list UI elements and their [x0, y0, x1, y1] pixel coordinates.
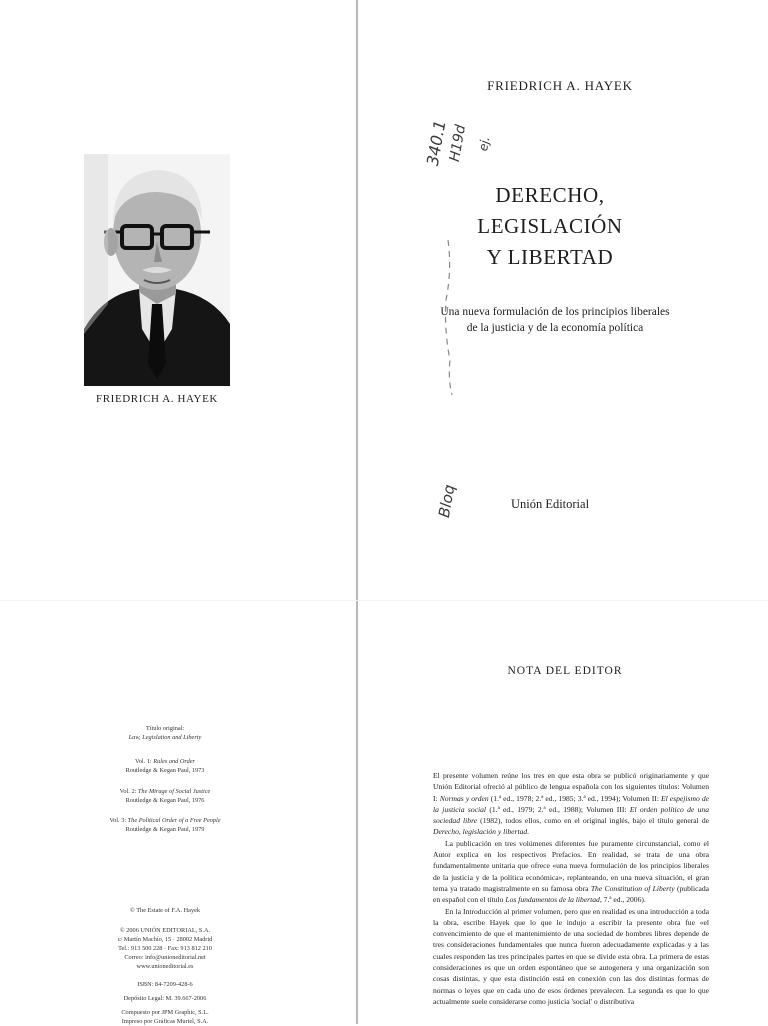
vol2-label: Vol. 2:	[119, 788, 137, 795]
publisher-web: www.unioneditorial.es	[136, 963, 194, 970]
impreso: Impreso por Gráficas Muriel, S.A.	[121, 1018, 209, 1025]
handwritten-call-number-3	[476, 126, 494, 152]
vol2-publisher: Routledge & Kegan Paul, 1976	[125, 797, 205, 804]
call-number-line-2: H19d	[446, 123, 470, 164]
editor-note-paragraph-3: En la Introducción al primer volumen, pero que en realidad es una introducción a toda la obra, escribe Hayek que lo que le indujo a escribir la presente obra fue «el convencimiento de que el mantenimiento de una sociedad de hombres libres depende de tres consideraciones fundamentales que nunca fueron adecuadamente explicadas y a las cuales responden las tres principales partes en que se divide esta obra. La primera de estas consideraciones es que un orden espontáneo que se autogenera y una organización son cosas distintas, y que esta distinción está en conexión con las dos distintas formas de normas o leyes que en cada uno de esos órdenes prevalecen. La segunda es que lo que actualmente suele considerarse como justicia 'social' o distributiva	[433, 906, 709, 1006]
spread-divider	[0, 600, 768, 601]
subtitle-line-2: de la justicia y de la economía política	[466, 322, 644, 334]
composicion: Compuesto por JPM Graphic, S.L.	[121, 1009, 209, 1016]
publisher-phone: Tel.: 913 500 228 · Fax: 913 812 210	[118, 945, 212, 952]
portrait-image	[84, 154, 230, 386]
vol1-publisher: Routledge & Kegan Paul, 1973	[125, 767, 205, 774]
handwritten-stamp-marks	[436, 230, 466, 400]
original-title: Law, Legislation and Liberty	[128, 734, 202, 741]
portrait-caption: FRIEDRICH A. HAYEK	[96, 393, 218, 405]
publisher-email: Correo: info@unioneditorial.net	[124, 954, 206, 961]
handwritten-note	[435, 457, 463, 519]
publisher-name: Unión Editorial	[510, 497, 590, 511]
book-title-line-1: DERECHO,	[495, 183, 605, 207]
editor-note-heading: NOTA DEL EDITOR	[507, 665, 623, 677]
title-page-author: FRIEDRICH A. HAYEK	[487, 78, 633, 93]
call-number-line-1: 340.1	[422, 118, 450, 168]
colophon-estate: © The Estate of F.A. Hayek	[129, 907, 201, 914]
colophon-volume-2	[90, 787, 240, 805]
colophon-volume-1	[90, 757, 240, 775]
colophon-original-title	[90, 724, 240, 742]
author-portrait	[84, 154, 230, 386]
copyright-union: © 2006 UNIÓN EDITORIAL, S.A.	[119, 927, 211, 934]
handwritten-call-number-2	[447, 121, 470, 163]
vol3-title: The Political Order of a Free People	[127, 817, 221, 824]
call-number-line-3: ej.	[476, 135, 493, 153]
vol2-title: The Mirage of Social Justice	[137, 788, 211, 795]
page-gutter	[356, 0, 358, 1024]
editor-note-body	[433, 770, 709, 1007]
colophon-volume-3	[90, 816, 240, 834]
colophon-isbn: ISBN: 84-7209-428-6	[137, 981, 193, 988]
vol1-label: Vol. 1:	[134, 758, 152, 765]
vol3-label: Vol. 3:	[109, 817, 127, 824]
book-title-line-2: LEGISLACIÓN	[477, 214, 623, 238]
subtitle-line-1: Una nueva formulación de los principios liberales	[440, 306, 670, 318]
editor-note-paragraph-2: La publicación en tres volúmenes diferentes fue puramente circunstancial, como el Autor explica en los respectivos Prefacios. En realidad, se trata de una obra fundamentalmente unitaria que ofrece «una nueva formulación de los principios liberales de la justicia y de la política económica», replanteando, en una nueva situación, el gran tema ya tratado magistralmente en su famosa obra The Constitution of Liberty (publicada en español con el título Los fundamentos de la libertad, 7.ª ed., 2006).	[433, 838, 710, 905]
colophon-printing	[90, 1008, 240, 1026]
original-title-label: Título original:	[145, 725, 185, 732]
handwritten-call-number	[422, 118, 450, 168]
vol1-title: Rules and Order	[153, 758, 195, 765]
colophon-deposito: Depósito Legal: M. 39.667-2006	[123, 995, 207, 1002]
vol3-publisher: Routledge & Kegan Paul, 1979	[125, 826, 205, 833]
handwritten-note-text: Bloq	[434, 483, 459, 519]
book-title-line-3: Y LIBERTAD	[486, 245, 614, 269]
editor-note-paragraph-1: El presente volumen reúne los tres en que esta obra se publicó originariamente y que Unión Editorial ofreció al público de lengua española con los siguientes títulos: Volumen I: Normas y orden (1.ª ed., 1978; 2.ª ed., 1985; 3.ª ed., 1994); Volumen II: El espejismo de la justicia social (1.ª ed., 1979; 2.ª ed., 1988); Volumen III: El orden político de una sociedad libre (1982), todos ellos, como en el original inglés, bajo el título general de Derecho, legislación y libertad.	[433, 771, 710, 837]
colophon-publisher-block	[90, 926, 240, 971]
publisher-address: c/ Martín Machío, 15 · 28002 Madrid	[117, 936, 213, 943]
